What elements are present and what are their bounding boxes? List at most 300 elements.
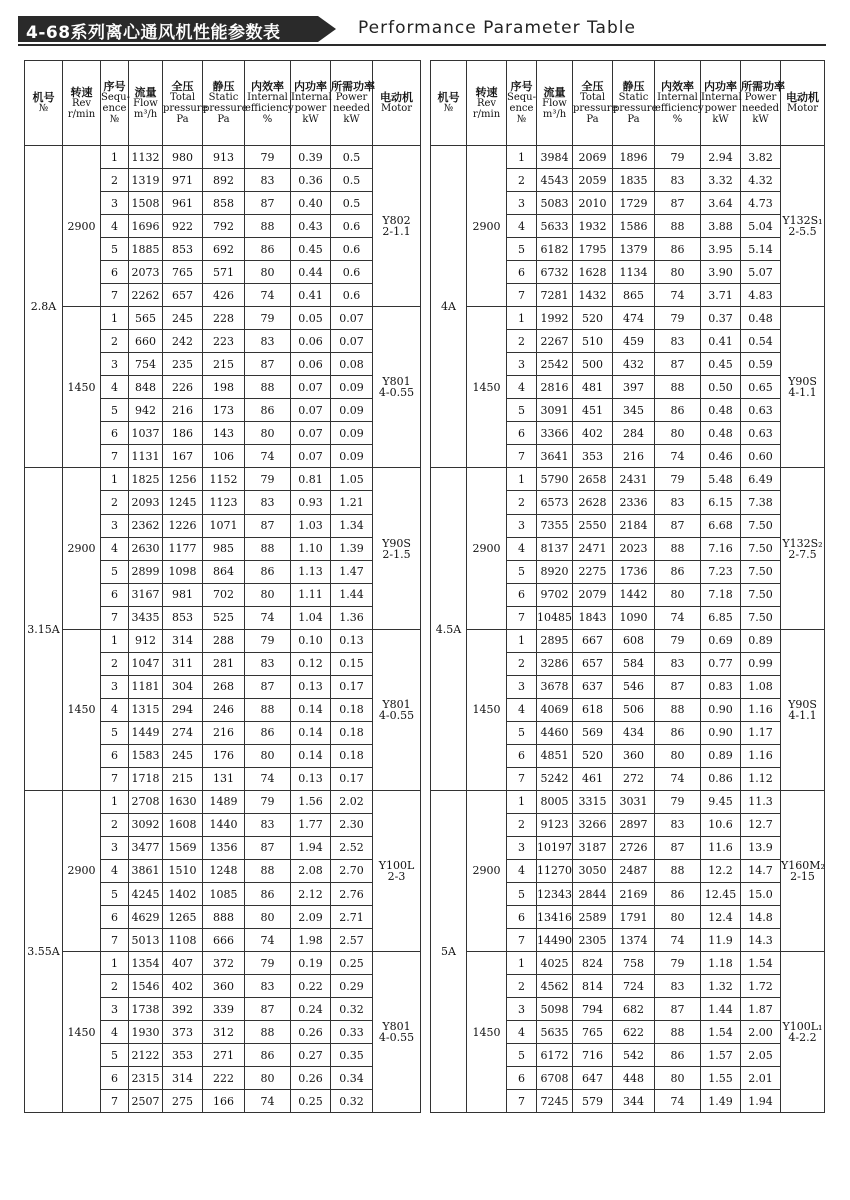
motor-label-line: Y90S <box>382 536 411 550</box>
internal-power-cell: 0.22 <box>291 975 331 998</box>
internal-power-cell: 0.13 <box>291 675 331 698</box>
power-needed-cell: 2.30 <box>331 813 373 836</box>
efficiency-cell: 80 <box>245 1067 291 1090</box>
total-pressure-cell: 3315 <box>573 790 613 813</box>
total-pressure-cell: 216 <box>163 399 203 422</box>
motor-label-line: 4-1.1 <box>788 386 817 400</box>
flow-cell: 2362 <box>129 514 163 537</box>
flow-cell: 912 <box>129 629 163 652</box>
internal-power-cell: 6.85 <box>701 606 741 629</box>
internal-power-cell: 1.18 <box>701 952 741 975</box>
static-pressure-cell: 2431 <box>613 468 655 491</box>
power-needed-cell: 1.72 <box>741 975 781 998</box>
flow-cell: 4851 <box>537 744 573 767</box>
efficiency-cell: 74 <box>245 445 291 468</box>
table-row <box>25 307 421 330</box>
efficiency-cell: 80 <box>655 261 701 284</box>
internal-power-cell: 7.18 <box>701 583 741 606</box>
flow-cell: 5635 <box>537 1021 573 1044</box>
internal-power-cell: 0.25 <box>291 1090 331 1113</box>
sequence-cell: 4 <box>101 537 129 560</box>
sequence-cell: 7 <box>101 929 129 952</box>
sequence-cell: 3 <box>507 514 537 537</box>
flow-cell: 2542 <box>537 353 573 376</box>
internal-power-cell: 9.45 <box>701 790 741 813</box>
static-pressure-cell: 228 <box>203 307 245 330</box>
internal-power-cell: 0.89 <box>701 744 741 767</box>
sequence-cell: 7 <box>507 929 537 952</box>
flow-cell: 1696 <box>129 215 163 238</box>
internal-power-cell: 0.48 <box>701 422 741 445</box>
header-label-zh: 全压 <box>171 80 194 93</box>
motor-cell <box>781 629 825 790</box>
internal-power-cell: 3.88 <box>701 215 741 238</box>
header-label-en: Rev <box>476 97 497 109</box>
internal-power-cell: 0.26 <box>291 1021 331 1044</box>
power-needed-cell: 2.70 <box>331 859 373 882</box>
header-label-en: Power <box>335 92 368 103</box>
sequence-cell: 2 <box>101 491 129 514</box>
flow-cell: 4543 <box>537 169 573 192</box>
efficiency-cell: 88 <box>655 376 701 399</box>
static-pressure-cell: 216 <box>203 721 245 744</box>
total-pressure-cell: 1628 <box>573 261 613 284</box>
static-pressure-cell: 546 <box>613 675 655 698</box>
total-pressure-cell: 235 <box>163 353 203 376</box>
flow-cell: 1354 <box>129 952 163 975</box>
header-label-zh: 静压 <box>622 80 645 93</box>
power-needed-cell: 0.6 <box>331 238 373 261</box>
total-pressure-cell: 2628 <box>573 491 613 514</box>
total-pressure-cell: 579 <box>573 1090 613 1113</box>
total-pressure-cell: 520 <box>573 307 613 330</box>
flow-cell: 2315 <box>129 1067 163 1090</box>
power-needed-cell: 0.6 <box>331 284 373 307</box>
total-pressure-cell: 1510 <box>163 859 203 882</box>
speed-cell: 2900 <box>467 468 507 629</box>
table-row <box>25 468 421 491</box>
internal-power-cell: 1.13 <box>291 560 331 583</box>
power-needed-cell: 0.6 <box>331 261 373 284</box>
efficiency-cell: 80 <box>655 1067 701 1090</box>
internal-power-cell: 0.13 <box>291 767 331 790</box>
header-label-zh: 流量 <box>134 85 157 99</box>
sequence-cell: 1 <box>101 629 129 652</box>
flow-cell: 11270 <box>537 859 573 882</box>
flow-cell: 2122 <box>129 1044 163 1067</box>
header-label-zh: 所需功率 <box>741 80 785 93</box>
internal-power-cell: 6.68 <box>701 514 741 537</box>
flow-cell: 1992 <box>537 307 573 330</box>
sequence-cell: 5 <box>101 1044 129 1067</box>
flow-cell: 3091 <box>537 399 573 422</box>
sequence-cell: 4 <box>101 376 129 399</box>
header-label-en: needed <box>333 103 370 114</box>
power-needed-cell: 0.32 <box>331 998 373 1021</box>
efficiency-cell: 86 <box>245 238 291 261</box>
static-pressure-cell: 682 <box>613 998 655 1021</box>
speed-cell: 1450 <box>63 307 101 468</box>
total-pressure-cell: 402 <box>163 975 203 998</box>
internal-power-cell: 10.6 <box>701 813 741 836</box>
power-needed-cell: 7.50 <box>741 606 781 629</box>
efficiency-cell: 86 <box>245 560 291 583</box>
total-pressure-cell: 167 <box>163 445 203 468</box>
efficiency-cell: 88 <box>245 1021 291 1044</box>
flow-cell: 7281 <box>537 284 573 307</box>
header-label-en: Motor <box>380 103 413 114</box>
header-static-pressure <box>613 61 658 146</box>
header-label-en: Flow <box>542 97 567 109</box>
total-pressure-cell: 186 <box>163 422 203 445</box>
sequence-cell: 4 <box>101 698 129 721</box>
header-label-zh: 内效率 <box>251 80 284 93</box>
table-row <box>25 629 421 652</box>
internal-power-cell: 1.98 <box>291 929 331 952</box>
flow-cell: 13416 <box>537 906 573 929</box>
flow-cell: 5013 <box>129 929 163 952</box>
flow-cell: 4245 <box>129 883 163 906</box>
sequence-cell: 3 <box>101 353 129 376</box>
table-row <box>431 629 825 652</box>
power-needed-cell: 2.57 <box>331 929 373 952</box>
header-label-en: Flow <box>133 97 158 109</box>
header-label-zh: 内功率 <box>294 80 327 93</box>
sequence-cell: 3 <box>507 836 537 859</box>
motor-cell <box>373 790 421 951</box>
total-pressure-cell: 481 <box>573 376 613 399</box>
header-total-pressure <box>163 61 208 146</box>
flow-cell: 2507 <box>129 1090 163 1113</box>
power-needed-cell: 0.18 <box>331 698 373 721</box>
static-pressure-cell: 434 <box>613 721 655 744</box>
static-pressure-cell: 2726 <box>613 836 655 859</box>
efficiency-cell: 74 <box>655 606 701 629</box>
power-needed-cell: 6.49 <box>741 468 781 491</box>
internal-power-cell: 1.10 <box>291 537 331 560</box>
flow-cell: 10197 <box>537 836 573 859</box>
motor-label-line: 4-0.55 <box>378 386 415 400</box>
efficiency-cell: 80 <box>655 906 701 929</box>
internal-power-cell: 0.24 <box>291 998 331 1021</box>
static-pressure-cell: 166 <box>203 1090 245 1113</box>
table-row <box>25 952 421 975</box>
power-needed-cell: 7.50 <box>741 514 781 537</box>
power-needed-cell: 1.34 <box>331 514 373 537</box>
static-pressure-cell: 106 <box>203 445 245 468</box>
efficiency-cell: 83 <box>655 491 701 514</box>
total-pressure-cell: 353 <box>573 445 613 468</box>
power-needed-cell: 1.05 <box>331 468 373 491</box>
flow-cell: 5098 <box>537 998 573 1021</box>
power-needed-cell: 7.38 <box>741 491 781 514</box>
header-label-en: efficiency <box>245 103 294 114</box>
power-needed-cell: 1.47 <box>331 560 373 583</box>
efficiency-cell: 86 <box>655 238 701 261</box>
internal-power-cell: 0.36 <box>291 169 331 192</box>
static-pressure-cell: 2169 <box>613 883 655 906</box>
sequence-cell: 3 <box>507 353 537 376</box>
efficiency-cell: 79 <box>655 146 701 169</box>
header-label-en: Motor <box>786 103 819 114</box>
static-pressure-cell: 702 <box>203 583 245 606</box>
total-pressure-cell: 2275 <box>573 560 613 583</box>
flow-cell: 2073 <box>129 261 163 284</box>
efficiency-cell: 83 <box>655 975 701 998</box>
power-needed-cell: 3.82 <box>741 146 781 169</box>
internal-power-cell: 0.90 <box>701 721 741 744</box>
power-needed-cell: 2.01 <box>741 1067 781 1090</box>
internal-power-cell: 0.41 <box>291 284 331 307</box>
static-pressure-cell: 216 <box>613 445 655 468</box>
internal-power-cell: 0.05 <box>291 307 331 330</box>
total-pressure-cell: 1177 <box>163 537 203 560</box>
internal-power-cell: 3.64 <box>701 192 741 215</box>
fan-number-cell: 4A <box>431 146 467 468</box>
internal-power-cell: 0.44 <box>291 261 331 284</box>
header-sequence <box>101 61 129 146</box>
power-needed-cell: 0.15 <box>331 652 373 675</box>
power-needed-cell: 0.54 <box>741 330 781 353</box>
motor-label-line: Y801 <box>382 375 411 389</box>
flow-cell: 6732 <box>537 261 573 284</box>
efficiency-cell: 87 <box>245 353 291 376</box>
table-row <box>25 146 421 169</box>
sequence-cell: 1 <box>101 468 129 491</box>
power-needed-cell: 13.9 <box>741 836 781 859</box>
sequence-cell: 1 <box>507 629 537 652</box>
efficiency-cell: 87 <box>655 192 701 215</box>
total-pressure-cell: 971 <box>163 169 203 192</box>
motor-label-line: 2-5.5 <box>788 225 817 239</box>
power-needed-cell: 0.09 <box>331 399 373 422</box>
flow-cell: 4562 <box>537 975 573 998</box>
power-needed-cell: 0.5 <box>331 169 373 192</box>
sequence-cell: 4 <box>507 537 537 560</box>
header-internal-efficiency <box>245 61 294 146</box>
motor-label-line: Y801 <box>382 697 411 711</box>
efficiency-cell: 79 <box>655 468 701 491</box>
header-label-en: m³/h <box>133 108 158 120</box>
flow-cell: 4460 <box>537 721 573 744</box>
power-needed-cell: 2.05 <box>741 1044 781 1067</box>
total-pressure-cell: 2305 <box>573 929 613 952</box>
static-pressure-cell: 432 <box>613 353 655 376</box>
static-pressure-cell: 758 <box>613 952 655 975</box>
static-pressure-cell: 892 <box>203 169 245 192</box>
efficiency-cell: 80 <box>655 744 701 767</box>
header-label-en: pressure <box>573 103 618 114</box>
total-pressure-cell: 304 <box>163 675 203 698</box>
static-pressure-cell: 1736 <box>613 560 655 583</box>
header-label-zh: 转速 <box>70 85 93 99</box>
sequence-cell: 1 <box>507 790 537 813</box>
flow-cell: 1181 <box>129 675 163 698</box>
total-pressure-cell: 981 <box>163 583 203 606</box>
flow-cell: 10485 <box>537 606 573 629</box>
static-pressure-cell: 584 <box>613 652 655 675</box>
sequence-cell: 6 <box>507 1067 537 1090</box>
power-needed-cell: 2.71 <box>331 906 373 929</box>
flow-cell: 2093 <box>129 491 163 514</box>
table-row <box>431 952 825 975</box>
table-row <box>431 790 825 813</box>
header-label-zh: 机号 <box>32 91 55 104</box>
total-pressure-cell: 245 <box>163 307 203 330</box>
motor-label-line: 2-1.1 <box>382 225 411 239</box>
total-pressure-cell: 569 <box>573 721 613 744</box>
internal-power-cell: 1.44 <box>701 998 741 1021</box>
efficiency-cell: 88 <box>245 698 291 721</box>
static-pressure-cell: 397 <box>613 376 655 399</box>
motor-label-line: Y802 <box>382 214 411 228</box>
internal-power-cell: 0.07 <box>291 376 331 399</box>
flow-cell: 6708 <box>537 1067 573 1090</box>
static-pressure-cell: 2184 <box>613 514 655 537</box>
efficiency-cell: 79 <box>655 629 701 652</box>
power-needed-cell: 0.33 <box>331 1021 373 1044</box>
flow-cell: 3477 <box>129 836 163 859</box>
header-internal-power <box>291 61 331 146</box>
total-pressure-cell: 1265 <box>163 906 203 929</box>
header-label-zh: 全压 <box>581 80 604 93</box>
static-pressure-cell: 2023 <box>613 537 655 560</box>
performance-table-left <box>24 60 421 1113</box>
title-banner <box>18 16 826 46</box>
speed-cell: 2900 <box>63 468 101 629</box>
total-pressure-cell: 961 <box>163 192 203 215</box>
flow-cell: 565 <box>129 307 163 330</box>
power-needed-cell: 0.65 <box>741 376 781 399</box>
power-needed-cell: 0.35 <box>331 1044 373 1067</box>
total-pressure-cell: 520 <box>573 744 613 767</box>
efficiency-cell: 87 <box>655 998 701 1021</box>
internal-power-cell: 0.86 <box>701 767 741 790</box>
power-needed-cell: 1.36 <box>331 606 373 629</box>
power-needed-cell: 0.63 <box>741 399 781 422</box>
total-pressure-cell: 1256 <box>163 468 203 491</box>
header-label-en: kW <box>752 114 769 125</box>
sequence-cell: 7 <box>101 284 129 307</box>
flow-cell: 3861 <box>129 859 163 882</box>
flow-cell: 2708 <box>129 790 163 813</box>
header-internal-efficiency <box>655 61 704 146</box>
sequence-cell: 1 <box>507 952 537 975</box>
sequence-cell: 4 <box>101 1021 129 1044</box>
power-needed-cell: 1.16 <box>741 744 781 767</box>
power-needed-cell: 5.07 <box>741 261 781 284</box>
flow-cell: 3092 <box>129 813 163 836</box>
header-label-en: m³/h <box>542 108 567 120</box>
internal-power-cell: 3.90 <box>701 261 741 284</box>
power-needed-cell: 14.8 <box>741 906 781 929</box>
header-flow <box>129 61 163 146</box>
total-pressure-cell: 3266 <box>573 813 613 836</box>
static-pressure-cell: 448 <box>613 1067 655 1090</box>
internal-power-cell: 12.2 <box>701 859 741 882</box>
motor-label-line: 4-0.55 <box>378 1031 415 1045</box>
header-label-en: Static <box>208 92 239 103</box>
speed-cell: 2900 <box>63 790 101 951</box>
efficiency-cell: 86 <box>245 399 291 422</box>
sequence-cell: 7 <box>101 445 129 468</box>
motor-label-line: 2-3 <box>387 869 406 883</box>
efficiency-cell: 74 <box>655 445 701 468</box>
efficiency-cell: 88 <box>655 537 701 560</box>
static-pressure-cell: 1134 <box>613 261 655 284</box>
internal-power-cell: 0.45 <box>701 353 741 376</box>
efficiency-cell: 80 <box>245 744 291 767</box>
static-pressure-cell: 1442 <box>613 583 655 606</box>
flow-cell: 6172 <box>537 1044 573 1067</box>
sequence-cell: 1 <box>101 146 129 169</box>
efficiency-cell: 88 <box>655 1021 701 1044</box>
header-label-en: Total <box>579 92 606 103</box>
total-pressure-cell: 500 <box>573 353 613 376</box>
flow-cell: 848 <box>129 376 163 399</box>
efficiency-cell: 83 <box>245 813 291 836</box>
flow-cell: 6182 <box>537 238 573 261</box>
internal-power-cell: 0.26 <box>291 1067 331 1090</box>
efficiency-cell: 80 <box>655 422 701 445</box>
header-label-en: Power <box>744 92 777 103</box>
internal-power-cell: 0.06 <box>291 353 331 376</box>
power-needed-cell: 0.60 <box>741 445 781 468</box>
header-label-en: Pa <box>217 114 230 125</box>
efficiency-cell: 83 <box>245 330 291 353</box>
power-needed-cell: 5.04 <box>741 215 781 238</box>
flow-cell: 1449 <box>129 721 163 744</box>
total-pressure-cell: 1432 <box>573 284 613 307</box>
internal-power-cell: 0.27 <box>291 1044 331 1067</box>
flow-cell: 2816 <box>537 376 573 399</box>
total-pressure-cell: 853 <box>163 606 203 629</box>
page-title: 4-68系列离心通风机性能参数表 <box>26 23 281 43</box>
total-pressure-cell: 765 <box>573 1021 613 1044</box>
sequence-cell: 3 <box>507 192 537 215</box>
internal-power-cell: 0.14 <box>291 721 331 744</box>
internal-power-cell: 0.90 <box>701 698 741 721</box>
motor-label-line: 4-2.2 <box>788 1031 817 1045</box>
sequence-cell: 6 <box>507 583 537 606</box>
total-pressure-cell: 407 <box>163 952 203 975</box>
sequence-cell: 4 <box>507 859 537 882</box>
static-pressure-cell: 222 <box>203 1067 245 1090</box>
total-pressure-cell: 2844 <box>573 883 613 906</box>
flow-cell: 3678 <box>537 675 573 698</box>
header-power-needed <box>741 61 785 146</box>
efficiency-cell: 79 <box>245 468 291 491</box>
power-needed-cell: 0.89 <box>741 629 781 652</box>
sequence-cell: 5 <box>507 238 537 261</box>
efficiency-cell: 86 <box>655 883 701 906</box>
total-pressure-cell: 2059 <box>573 169 613 192</box>
power-needed-cell: 1.87 <box>741 998 781 1021</box>
static-pressure-cell: 131 <box>203 767 245 790</box>
efficiency-cell: 79 <box>245 629 291 652</box>
efficiency-cell: 86 <box>655 560 701 583</box>
total-pressure-cell: 2658 <box>573 468 613 491</box>
flow-cell: 1546 <box>129 975 163 998</box>
total-pressure-cell: 765 <box>163 261 203 284</box>
static-pressure-cell: 271 <box>203 1044 245 1067</box>
header-label-en: ence <box>509 103 534 114</box>
total-pressure-cell: 1630 <box>163 790 203 813</box>
sequence-cell: 1 <box>101 307 129 330</box>
efficiency-cell: 87 <box>245 998 291 1021</box>
efficiency-cell: 88 <box>245 215 291 238</box>
table-header-row <box>431 61 825 146</box>
